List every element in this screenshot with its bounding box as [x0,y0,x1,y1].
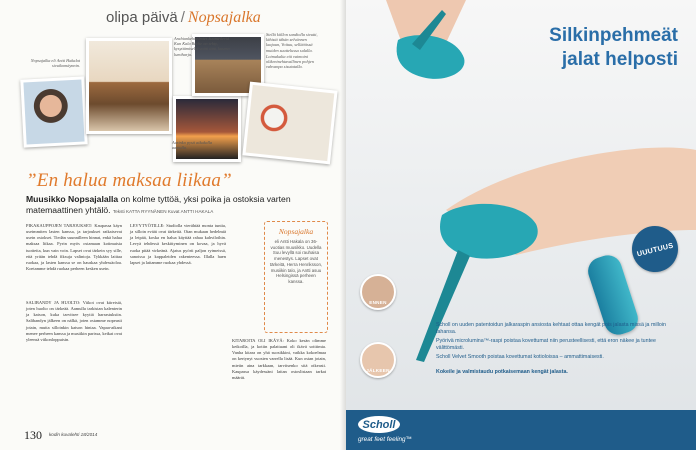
fact-box [264,221,328,333]
body-column-2 [26,300,122,343]
article-page [0,0,346,450]
lead-credit: Teksti KATTA RYYNÄNEN Kuvat ANTTI HAKALA [112,208,214,214]
photo-food [242,82,337,165]
before-label: ENNEN [369,300,387,305]
ad-paragraph-3: Scholl Velvet Smooth poistaa kovettumat kotioloissa – ammattimaisesti. [436,354,604,360]
after-label: JÄLKEEN [366,368,390,373]
column-text: LEVYTYÖTILLE: Studiolla vierähtää monta tuntia, ja silloin eväät ovat tärkeitä. Otan mukaan hedelmiä ja leipää, koska en halua käyttää rahaa kahviloihin. Levyä tehdessä keskittyminen on kovaa, ja hyvä ruoka pitää virkeänä. Ajatus pyörii paljon rytmeissä, sanoissa ja kappaleiden rakenteessa. Illalla haen lapset ja laitamme ruokaa yhdessä. [130,223,226,265]
body-column-4 [232,338,326,381]
caption-right-mid: Loimakalta eiä vaimoini olikeninehtavallinen pohjen vahvanpa sisutatalla. [266,54,314,70]
ad-paragraph-4 [436,369,684,376]
brand-bar [346,410,696,450]
column-text: PIKAKAUPPOJEN TARJOUKSET: Kaupassa käyn useimmiten lasten kanssa, ja tarjoukset ratkaisevat usein ostokset. Tiedän suunnilleen hinnat, enkä halua maksaa liikaa. Pyrin myös ostamaan kotimaisia tuotteita, kun vain voin. Lapset ovat tärkein syy sille, että yritän tehdä fiksuja valintoja. Tykkään laittaa ruokaa, ja lasten kanssa se on hauskaa yhdessäoloa. Koetamme tehdä ruokaa perheen kesken usein. [26,223,122,272]
logo-text: Scholl [362,418,396,431]
section-title [106,9,261,27]
fact-box-body: eli Antti Hakala on 36-vuotias muusikko. Uudella Suu levyllä soi rauhaisa menestys. Lapset ovat tärkeitä, Herra Henriksson, musiikin talo, ja Antti asuu Helsingissä perheen kanssa. [269,239,323,284]
body-column-1 [26,223,122,272]
body-column-3 [130,223,226,266]
ad-headline [549,24,678,72]
photo-room [86,38,172,134]
photo-portrait [20,76,87,147]
caption-bottom-center: Aurinko pysti aikakalla aamulla. [172,140,213,151]
photo-sunset [173,96,241,162]
magazine-name: kodin kuvalehti 18/2014 [49,432,98,437]
article-lead [26,194,326,217]
after-thumbnail [360,342,396,378]
ad-headline-line1: Silkinpehmeät [549,25,678,46]
ad-cta: Kokeile ja valmistaudu potkaisemaan kengät jalasta. [436,369,568,375]
page-number: 130 [24,428,42,442]
caption-top-right: Siellä kiillon sandiolla sivutti, lähistä tähän selvännen laajuun, Voituu, sellätöissä muiden suuttelussa sulalla. [266,32,318,53]
advertisement-page [346,0,696,450]
ad-paragraph-2: Pyörivä microlumina™-raspi poistaa kovettumat niin perusteellisesti, että eron näkee ja tuntee välittömästi. [436,338,656,351]
section-word: olipa päivä [106,9,178,26]
fact-box-title: Nopsajalka [278,227,314,236]
section-separator: / [180,9,185,26]
ad-paragraph-1: Scholl on uuden patentoidun jalkaraspin ansiosta kehtaat ottaa kengät pois jalasta missä ja milloin tahansa. [436,322,666,335]
ad-headline-line2: jalat helposti [561,49,678,70]
caption-left: Nopsajalka eli Antti Hakalat sivuikomäynnin. [30,58,80,69]
lead-text: on kolme tyttöä, yksi poika ja ostoksia varten matemaattinen yhtälö. [26,194,291,215]
column-text: SALIBANDY JA HUOLTO: Viikot ovat kiireisiä, joten huolto on tärkeää. Aamulla tarkistan kalenterin ja katson, kuka tarvitsee kyytiä harrastuksiin. Salibandyn jälkeen on nälkä, joten ostamme nopeasti jotain, mutta silloinkin katson hintaa. Vapaa-aikani menee perheen kanssa ja musiikin parissa, keikat ovat yleensä viikonloppuisin. [26,300,122,342]
caption-top-center: Arabiankehitelmies kuumeileviä. Kun Kala Beche on tehty, kysyttämisellä voitti tätä, kuuma lumiharja. [174,36,231,57]
before-thumbnail [360,274,396,310]
scholl-logo [358,416,400,433]
new-badge: UUUTUUS [627,221,683,277]
tagline: great feet feeling™ [358,436,412,443]
article-headline: ”En halua maksaa liikaa” [26,170,232,191]
column-text: KITAROITA OLI IKÄVÄ: Koko kesän olimme keikoilla, ja kotiin palattuani oli ikävä soittimia. Vanha kitara on yhä suosikkini, vaikka kokoelmaa on kertynyt vuosien varrella lisää. Kun ostan jotain, mietin aina tarkkaan, tarvitsenko sitä oikeasti. Kaupassa käydessäni laitan ostoslistaan tarkat määrät. [232,338,326,380]
lead-bold: Muusikko Nopsajalalla [26,194,119,204]
section-highlight: Nopsajalka [187,9,261,26]
